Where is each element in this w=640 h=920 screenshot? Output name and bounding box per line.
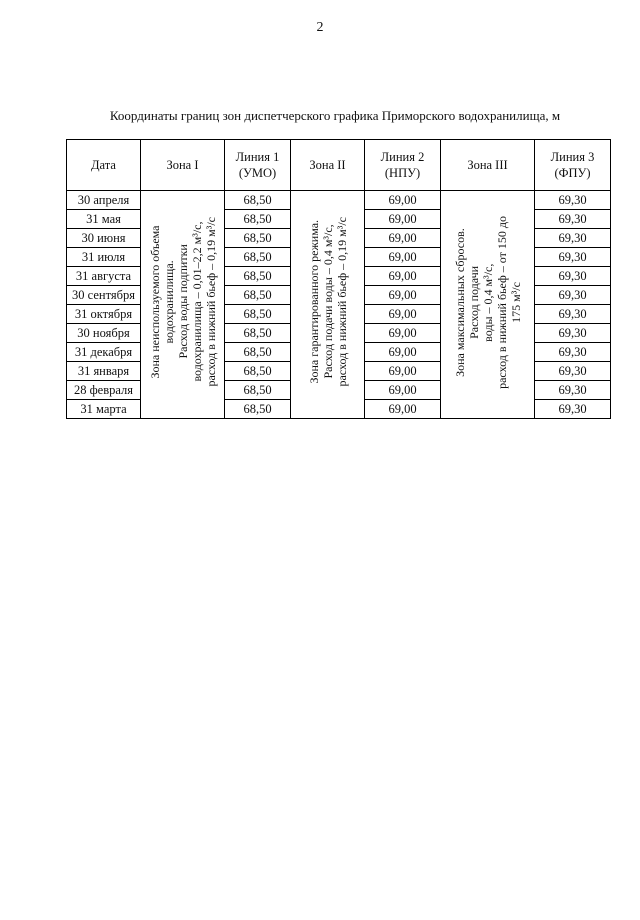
line2-cell: 69,00 [365, 400, 441, 419]
header-line3-subtitle: (ФПУ) [554, 166, 591, 180]
line3-cell: 69,30 [535, 229, 611, 248]
zone3-line: 175 м³/с [508, 281, 523, 323]
line2-cell: 69,00 [365, 305, 441, 324]
header-line3-title: Линия 3 [550, 150, 595, 164]
line1-cell: 68,50 [225, 305, 291, 324]
line2-cell: 69,00 [365, 229, 441, 248]
line1-cell: 68,50 [225, 381, 291, 400]
line2-cell: 69,00 [365, 381, 441, 400]
zone2-line: Расход подачи воды – 0,4 м³/с, [320, 224, 335, 380]
line2-cell: 69,00 [365, 248, 441, 267]
date-cell: 31 декабря [67, 343, 141, 362]
line2-cell: 69,00 [365, 191, 441, 210]
line1-cell: 68,50 [225, 343, 291, 362]
zone2-line: Зона гарантированного режима. [306, 220, 321, 384]
zone1-line: Расход воды подпитки [175, 244, 190, 360]
zone2-line: расход в нижний бьеф – 0,19 м³/с [334, 217, 349, 387]
date-cell: 31 августа [67, 267, 141, 286]
zone3-line: Расход подачи [466, 265, 481, 339]
zone3-line: воды – 0,4 м³/с, [480, 262, 495, 342]
table-header-row [67, 140, 611, 191]
line1-cell: 68,50 [225, 210, 291, 229]
date-cell: 31 мая [67, 210, 141, 229]
zone1-line: расход в нижний бьеф – 0,19 м³/с [203, 217, 218, 387]
line3-cell: 69,30 [535, 248, 611, 267]
header-line1-subtitle: (УМО) [238, 166, 277, 180]
header-line2-title: Линия 2 [380, 150, 425, 164]
line2-cell: 69,00 [365, 324, 441, 343]
line3-cell: 69,30 [535, 210, 611, 229]
zone3-line: расход в нижний бьеф – от 150 до [494, 215, 509, 389]
date-cell: 30 апреля [67, 191, 141, 210]
header-line1-title: Линия 1 [235, 150, 280, 164]
date-cell: 28 февраля [67, 381, 141, 400]
line2-cell: 69,00 [365, 267, 441, 286]
header-line1 [225, 140, 291, 191]
line3-cell: 69,30 [535, 267, 611, 286]
line1-cell: 68,50 [225, 191, 291, 210]
date-cell: 30 сентября [67, 286, 141, 305]
line1-cell: 68,50 [225, 362, 291, 381]
line3-cell: 69,30 [535, 305, 611, 324]
header-date: Дата [67, 140, 141, 191]
line2-cell: 69,00 [365, 210, 441, 229]
zone1-line: водохранилища. [161, 260, 176, 344]
line3-cell: 69,30 [535, 286, 611, 305]
line2-cell: 69,00 [365, 343, 441, 362]
table-caption: Координаты границ зон диспетчерского графика Приморского водохранилища, м [109, 108, 561, 123]
line1-cell: 68,50 [225, 324, 291, 343]
page-number: 2 [316, 20, 324, 35]
line1-cell: 68,50 [225, 400, 291, 419]
zone3-line: Зона максимальных сбросов. [452, 227, 467, 377]
line3-cell: 69,30 [535, 324, 611, 343]
line3-cell: 69,30 [535, 400, 611, 419]
date-cell: 31 июля [67, 248, 141, 267]
zone1-description [141, 191, 225, 419]
line3-cell: 69,30 [535, 343, 611, 362]
header-line3 [535, 140, 611, 191]
header-zone1: Зона I [141, 140, 225, 191]
table-row [67, 191, 611, 210]
line1-cell: 68,50 [225, 248, 291, 267]
header-zone3: Зона III [441, 140, 535, 191]
zone2-description [291, 191, 365, 419]
zone3-description [441, 191, 535, 419]
header-line2-subtitle: (НПУ) [384, 166, 421, 180]
line3-cell: 69,30 [535, 381, 611, 400]
zone1-line: водохранилища – 0,01–2,2 м³/с, [189, 221, 204, 383]
zone1-line: Зона неиспользуемого объема [147, 225, 162, 379]
line3-cell: 69,30 [535, 362, 611, 381]
date-cell: 31 октября [67, 305, 141, 324]
header-zone2: Зона II [291, 140, 365, 191]
line2-cell: 69,00 [365, 362, 441, 381]
date-cell: 31 марта [67, 400, 141, 419]
header-line2 [365, 140, 441, 191]
line1-cell: 68,50 [225, 229, 291, 248]
line1-cell: 68,50 [225, 286, 291, 305]
line3-cell: 69,30 [535, 191, 611, 210]
date-cell: 30 ноября [67, 324, 141, 343]
date-cell: 30 июня [67, 229, 141, 248]
line1-cell: 68,50 [225, 267, 291, 286]
date-cell: 31 января [67, 362, 141, 381]
line2-cell: 69,00 [365, 286, 441, 305]
dispatch-schedule-table [66, 139, 611, 419]
